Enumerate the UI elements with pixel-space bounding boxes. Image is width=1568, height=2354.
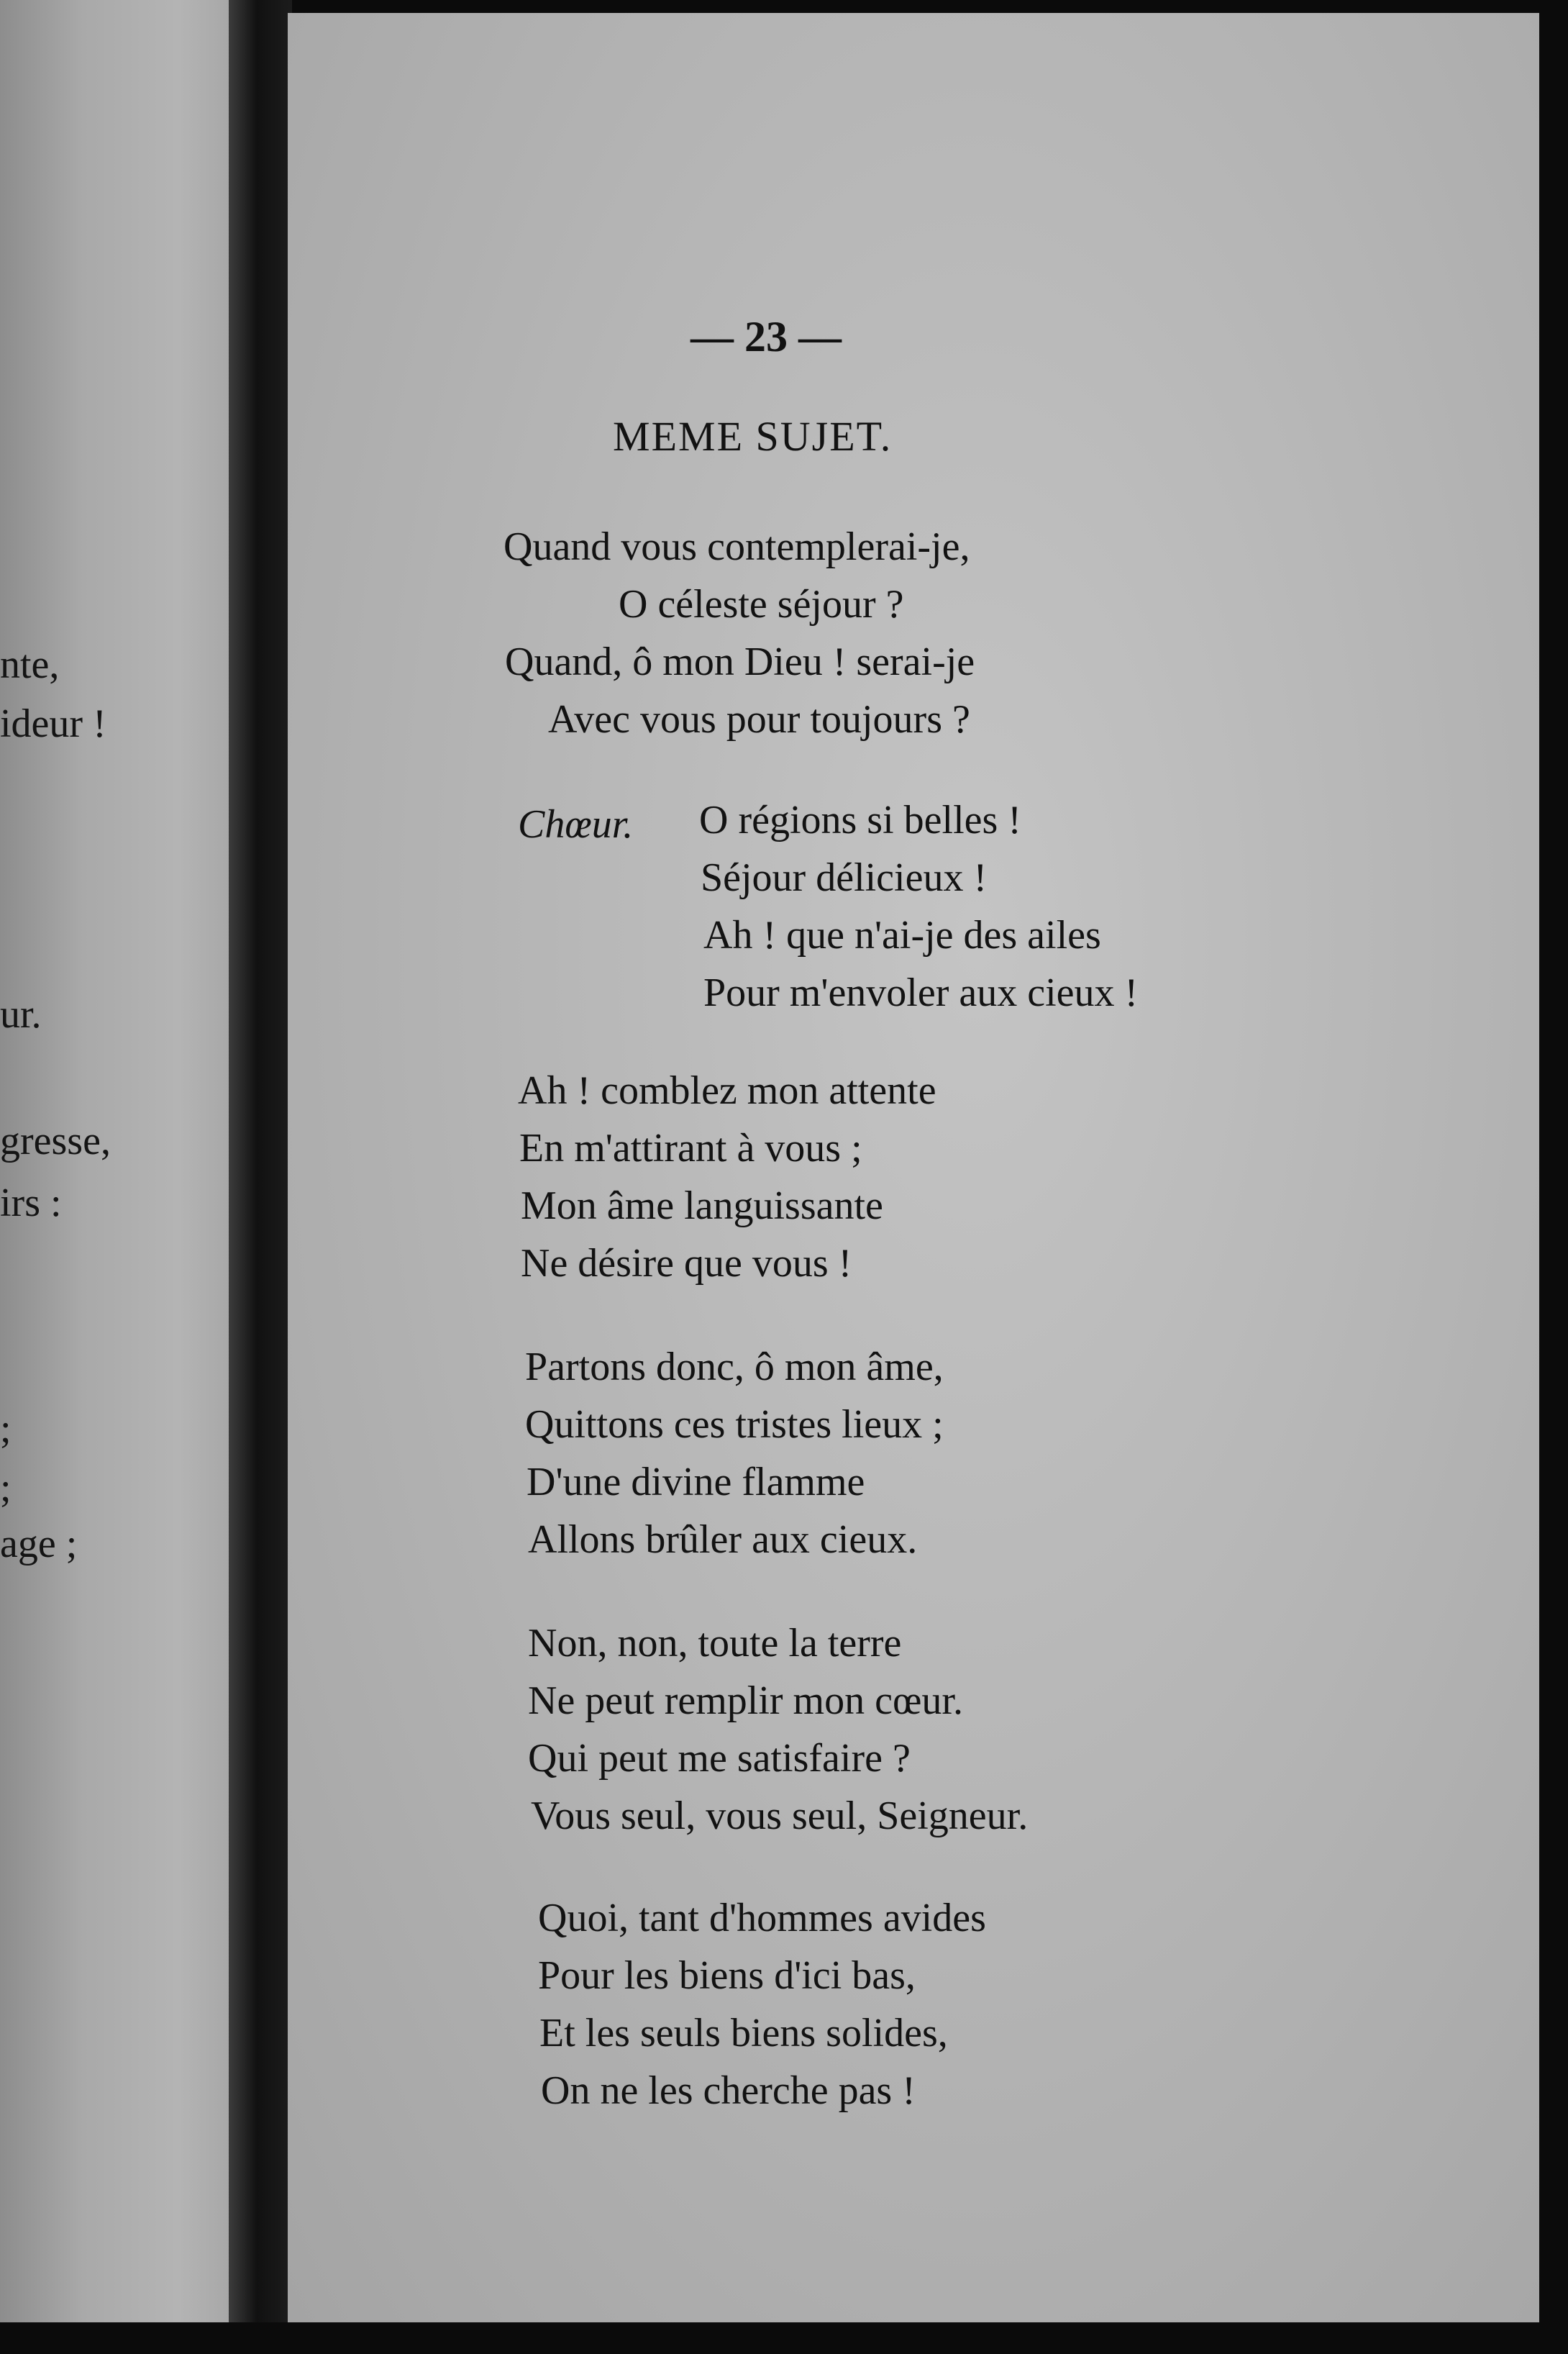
left-page-fragment: gresse, xyxy=(0,1119,111,1163)
poem-line: O céleste séjour ? xyxy=(619,582,904,627)
poem-line: Ah ! comblez mon attente xyxy=(518,1068,936,1113)
poem-line: En m'attirant à vous ; xyxy=(519,1126,862,1171)
left-page-fragment: irs : xyxy=(0,1181,62,1225)
poem-line: Séjour délicieux ! xyxy=(701,855,988,900)
left-page-fragment: ; xyxy=(0,1465,12,1510)
page-number: — 23 — xyxy=(690,313,842,360)
left-page-fragment: ; xyxy=(0,1407,12,1451)
poem-line: Quand vous contemplerai-je, xyxy=(503,524,970,569)
poem-line: Pour les biens d'ici bas, xyxy=(538,1953,916,1998)
poem-title: MEME SUJET. xyxy=(613,413,893,460)
poem-line: Et les seuls biens solides, xyxy=(539,2011,948,2055)
poem-line: Pour m'envoler aux cieux ! xyxy=(703,971,1139,1015)
poem-line: Vous seul, vous seul, Seigneur. xyxy=(531,1794,1029,1838)
left-page-fragment: ideur ! xyxy=(0,701,106,746)
chorus-label: Chœur. xyxy=(518,802,634,847)
poem-line: Allons brûler aux cieux. xyxy=(528,1517,918,1562)
poem-line: Partons donc, ô mon âme, xyxy=(525,1345,944,1389)
poem-line: On ne les cherche pas ! xyxy=(541,2068,916,2113)
scan-border-bottom xyxy=(0,2322,1568,2354)
poem-line: Quoi, tant d'hommes avides xyxy=(538,1896,986,1940)
poem-line: Quittons ces tristes lieux ; xyxy=(525,1402,944,1447)
left-page-fragment: age ; xyxy=(0,1522,78,1566)
poem-line: D'une divine flamme xyxy=(527,1460,865,1504)
poem-line: Mon âme languissante xyxy=(521,1183,883,1228)
poem-line: Quand, ô mon Dieu ! serai-je xyxy=(505,640,975,684)
poem-line: O régions si belles ! xyxy=(699,798,1021,842)
left-page-edge xyxy=(0,0,237,2354)
left-page-fragment: nte, xyxy=(0,642,60,687)
right-page xyxy=(288,13,1539,2322)
poem-line: Ne peut remplir mon cœur. xyxy=(528,1678,963,1723)
poem-line: Qui peut me satisfaire ? xyxy=(528,1736,911,1781)
poem-line: Ne désire que vous ! xyxy=(521,1241,852,1286)
poem-line: Non, non, toute la terre xyxy=(528,1621,902,1665)
poem-line: Ah ! que n'ai-je des ailes xyxy=(703,913,1101,958)
scan-border-right xyxy=(1539,0,1568,2354)
poem-line: Avec vous pour toujours ? xyxy=(548,697,970,742)
left-page-fragment: ur. xyxy=(0,992,42,1037)
book-gutter xyxy=(229,0,292,2354)
